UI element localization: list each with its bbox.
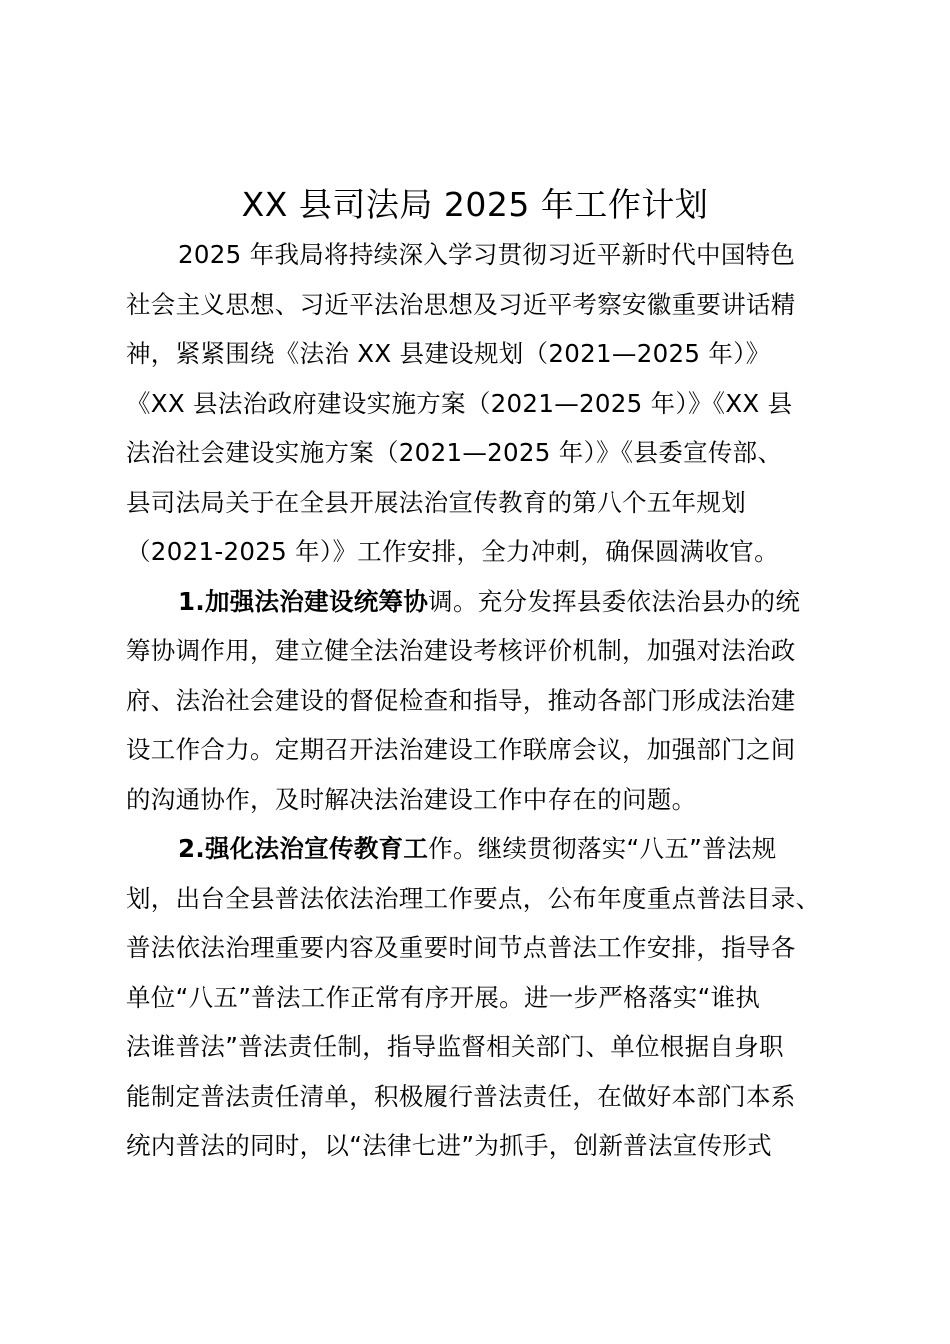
intro-paragraph — [126, 230, 838, 577]
section-heading: 1.加强法治建设统筹协 — [178, 586, 429, 616]
paragraph-line: 能制定普法责任清单，积极履行普法责任，在做好本部门本系 — [126, 1081, 796, 1111]
paragraph-line: 统内普法的同时，以“法律七进”为抓手，创新普法宣传形式 — [126, 1131, 772, 1160]
paragraph-line: 筹协调作用，建立健全法治建设考核评价机制，加强对法治政 — [126, 636, 796, 665]
paragraph-line — [126, 577, 838, 627]
paragraph-line: 普法依法治理重要内容及重要时间节点普法工作安排，指导各 — [126, 933, 796, 962]
section-2-paragraph — [126, 824, 838, 1171]
paragraph-line: 社会主义思想、习近平法治思想及习近平考察安徽重要讲话精 — [126, 289, 796, 319]
section-text: 作。继续贯彻落实“八五”普法规 — [428, 834, 777, 863]
paragraph-line: 设工作合力。定期召开法治建设工作联席会议，加强部门之间 — [126, 735, 796, 764]
paragraph-line — [126, 824, 838, 874]
paragraph-line: 划，出台全县普法依法治理工作要点，公布年度重点普法目录、 — [126, 883, 821, 913]
paragraph-line: 法谁普法”普法责任制，指导监督相关部门、单位根据自身职 — [126, 1032, 784, 1061]
paragraph-line: 《XX 县法治政府建设实施方案（2021—2025 年）》《XX 县 — [126, 388, 793, 418]
paragraph-line: 府、法治社会建设的督促检查和指导，推动各部门形成法治建 — [126, 685, 796, 715]
paragraph-line: 2025 年我局将持续深入学习贯彻习近平新时代中国特色 — [178, 240, 796, 269]
paragraph-line: （2021-2025 年）》工作安排，全力冲刺，确保圆满收官。 — [126, 537, 779, 566]
paragraph-line: 单位“八五”普法工作正常有序开展。进一步严格落实“谁执 — [126, 982, 761, 1012]
paragraph-line: 法治社会建设实施方案（2021—2025 年）》《县委宣传部、 — [126, 438, 783, 467]
document-title: XX 县司法局 2025 年工作计划 — [241, 185, 709, 224]
paragraph-line: 的沟通协作，及时解决法治建设工作中存在的问题。 — [126, 784, 697, 814]
section-text: 调。充分发挥县委依法治县办的统 — [428, 586, 801, 616]
document-body — [126, 230, 838, 1171]
section-1-paragraph — [126, 577, 838, 825]
paragraph-line: 神，紧紧围绕《法治 XX 县建设规划（2021—2025 年）》 — [126, 339, 771, 368]
section-heading: 2.强化法治宣传教育工 — [178, 834, 429, 863]
paragraph-line: 县司法局关于在全县开展法治宣传教育的第八个五年规划 — [126, 487, 746, 517]
